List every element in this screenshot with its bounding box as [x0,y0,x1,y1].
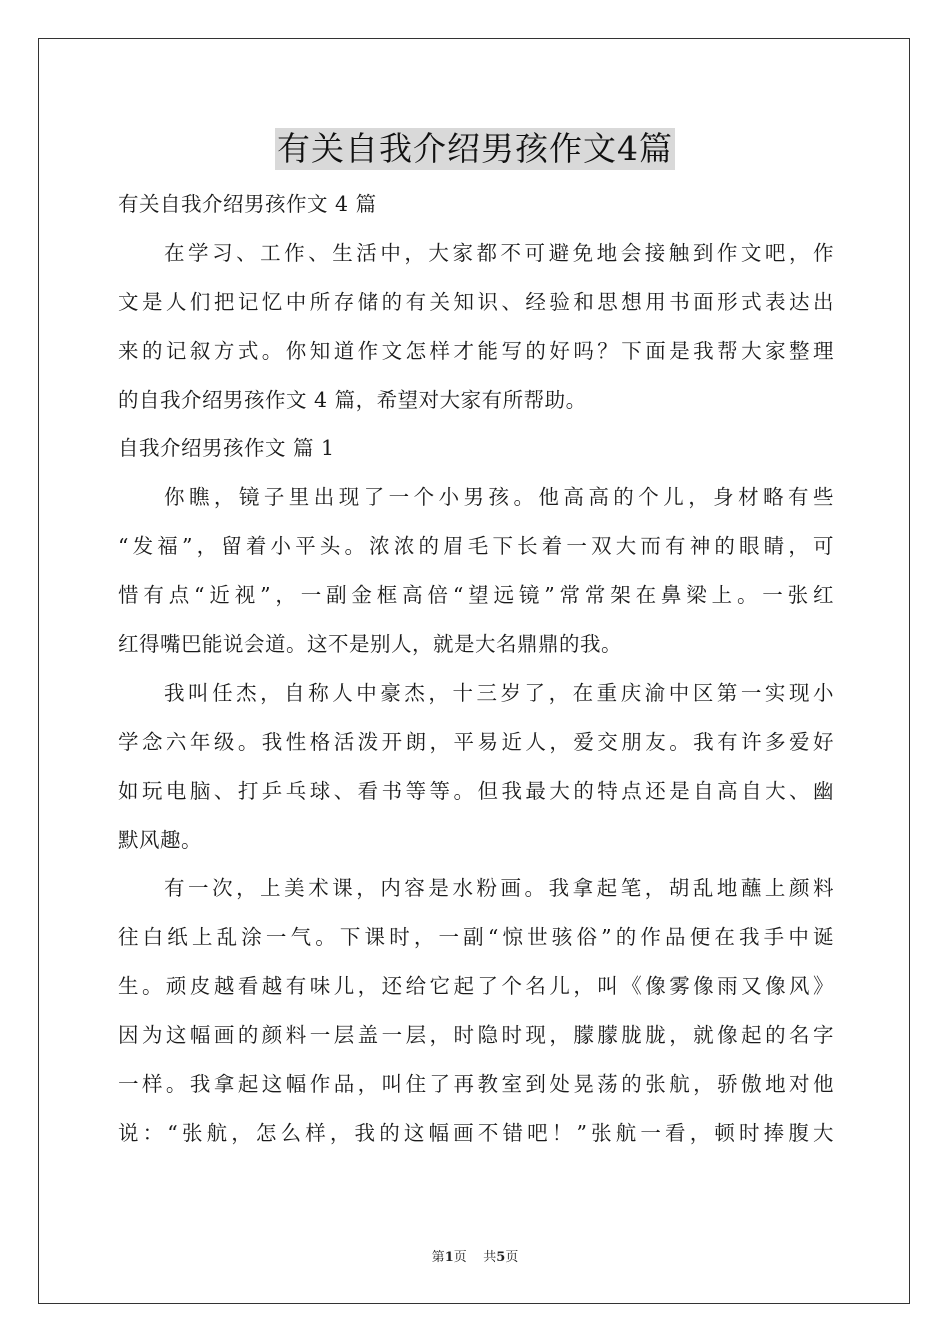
footer-page-current: 1 [444,1250,454,1265]
text-line: 在学习、工作、生活中，大家都不可避免地会接触到作文吧，作 [164,240,834,265]
text-line: 默风趣。 [118,827,202,852]
text-line: 因为这幅画的颜料一层盖一层，时隐时现，朦朦胧胧，就像起的名字 [118,1023,834,1048]
text-line: 一样。我拿起这幅作品，叫住了再教室到处晃荡的张航，骄傲地对他 [118,1072,834,1097]
footer-page-suffix: 页 [505,1250,519,1265]
text-line: 红得嘴巴能说会道。这不是别人，就是大名鼎鼎的我。 [118,632,622,657]
text-line: 生。顽皮越看越有味儿，还给它起了个名儿，叫《像雾像雨又像风》 [118,974,834,999]
text-line: “发福”，留着小平头。浓浓的眉毛下长着一双大而有神的眼睛，可 [118,534,834,559]
text-line: 说：“张航，怎么样，我的这幅画不错吧！”张航一看，顿时捧腹大 [118,1120,834,1145]
document-body [118,180,834,1158]
text-line: 我叫任杰，自称人中豪杰，十三岁了，在重庆渝中区第一实现小 [164,680,834,705]
title-container [0,128,950,170]
text-line: 有一次，上美术课，内容是水粉画。我拿起笔，胡乱地蘸上颜料 [164,876,834,901]
page-footer [0,1246,950,1265]
text-line: 文是人们把记忆中所存储的有关知识、经验和思想用书面形式表达出 [118,289,834,314]
text-line: 学念六年级。我性格活泼开朗，平易近人，爱交朋友。我有许多爱好 [118,729,834,754]
text-line: 自我介绍男孩作文 篇 1 [118,436,335,461]
text-line: 往白纸上乱涂一气。下课时，一副“惊世骇俗”的作品便在我手中诞 [118,925,834,950]
text-line: 惜有点“近视”，一副金框高倍“望远镜”常常架在鼻梁上。一张红 [118,583,834,608]
text-line: 来的记叙方式。你知道作文怎样才能写的好吗？下面是我帮大家整理 [118,338,834,363]
footer-page-mid: 页 共 [453,1250,497,1265]
text-line: 你瞧，镜子里出现了一个小男孩。他高高的个儿，身材略有些 [164,485,834,510]
footer-page-total: 5 [496,1250,506,1265]
footer-page-prefix: 第 [431,1250,445,1265]
document-title: 有关自我介绍男孩作文4篇 [277,129,673,168]
text-line: 如玩电脑、打乒乓球、看书等等。但我最大的特点还是自高自大、幽 [118,778,834,803]
text-line: 有关自我介绍男孩作文 4 篇 [118,192,377,216]
text-line: 的自我介绍男孩作文 4 篇，希望对大家有所帮助。 [118,387,587,412]
